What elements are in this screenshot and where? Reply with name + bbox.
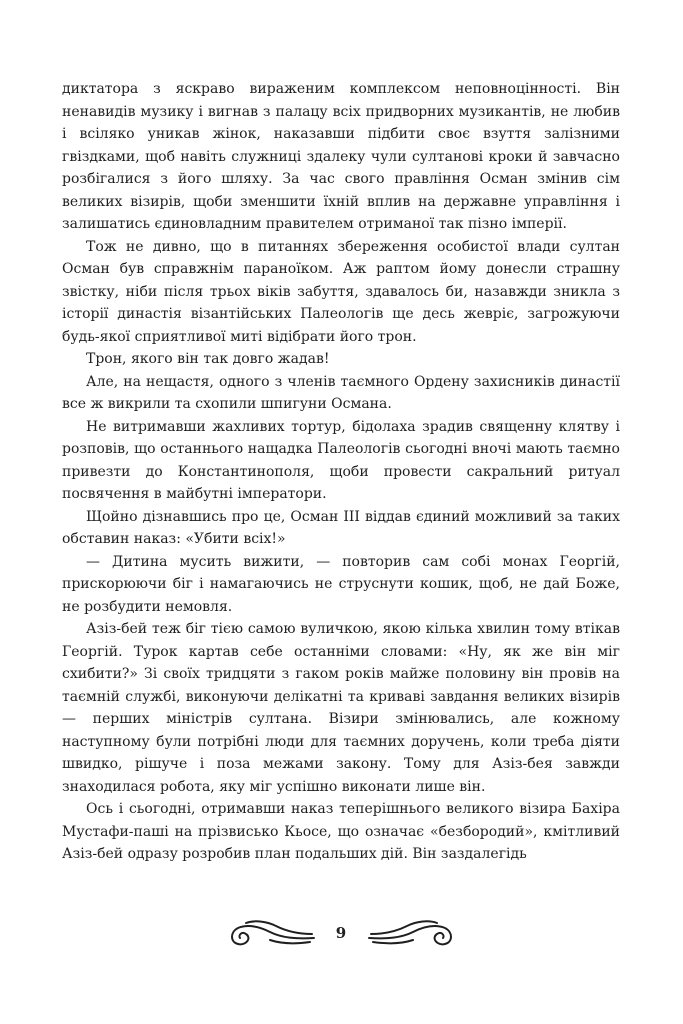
paragraph: Не витримавши жахливих тортур, бідолаха зрадив священну клятву і розповів, що останнього нащадка Палеологів сьогодні вночі мають таємно привезти до Константинополя, щоби провести сакральний ритуал посвячення в майбутні імператори.	[62, 418, 620, 502]
paragraph: Трон, якого він так довго жадав!	[86, 351, 330, 367]
paragraph: — Дитина мусить вижити, — повторив сам собі монах Георгій, прискорюючи біг і намагаючись не струснути кошик, щоб, не дай Боже, не розбудити немовля.	[62, 553, 620, 615]
paragraph: Щойно дізнавшись про це, Осман ІІІ віддав єдиний можливий за таких обставин наказ: «Убити всіх!»	[62, 508, 620, 547]
flourish-left-icon	[226, 918, 316, 950]
page-footer	[0, 912, 683, 956]
body-text	[62, 78, 620, 866]
flourish-right-icon	[367, 918, 457, 950]
paragraph: Але, на нещастя, одного з членів таємного Ордену захисників династії все ж викрили та схопили шпигуни Османа.	[62, 373, 620, 412]
paragraph: Ось і сьогодні, отримавши наказ теперішнього великого візира Бахіра Мустафи-паші на прізвисько Кьосе, що означає «безбородий», кмітливий Азіз-бей одразу розробив план подальших дій. Він заздалегідь	[62, 801, 620, 862]
paragraph: Тож не дивно, що в питаннях збереження особистої влади султан Осман був справжнім параноїком. Аж раптом йому донесли страшну звістку, ніби після трьох віків забуття, здавалось би, назавжди зникла з історії династія візантійських Палеологів ще десь жевріє, загрожуючи будь-якої сприятливої миті відібрати його трон.	[62, 238, 620, 345]
paragraph: Азіз-бей теж біг тією самою вуличкою, якою кілька хвилин тому втікав Георгій. Турок картав себе останніми словами: «Ну, як же він міг схибити?» Зі своїх тридцяти з гаком років майже половину він провів на таємній службі, виконуючи делікатні та криваві завдання великих візирів — перших міністрів султана. Візири змінювались, але кожному наступному були потрібні люди для таємних доручень, коли треба діяти швидко, рішуче і поза межами закону. Тому для Азіз-бея завжди знаходилася робота, яку міг успішно виконати лише він.	[62, 621, 620, 795]
paragraph: диктатора з яскраво вираженим комплексом неповноцінності. Він ненавидів музику і вигнав з палацу всіх придворних музикантів, не любив і всіляко уникав жінок, наказавши підбити своє взуття залізними гвіздками, щоб навіть служниці здалеку чули султанові кроки й завчасно розбігалися з його шляху. За час свого правління Осман змінив сім великих візирів, щоби зменшити їхній вплив на державне управління і залишатись єдиновладним правителем отриманої так пізно імперії.	[62, 81, 620, 232]
page-number: 9	[335, 924, 347, 942]
